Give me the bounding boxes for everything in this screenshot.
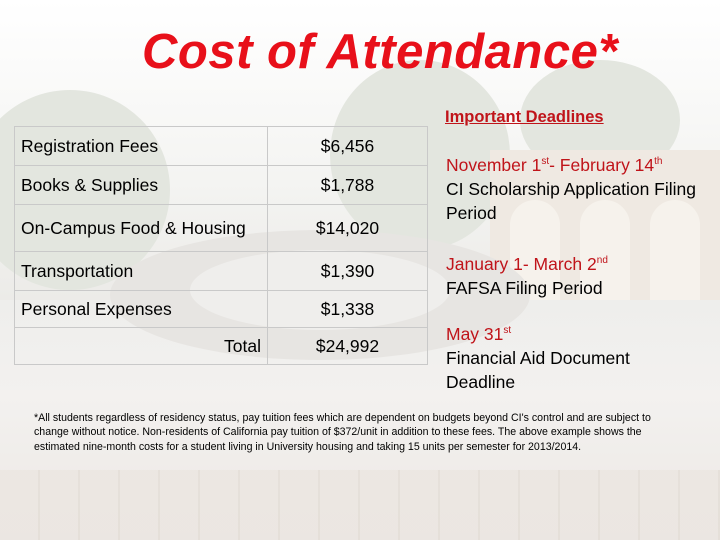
deadline-description: Period — [446, 203, 497, 223]
cost-table — [14, 126, 428, 365]
deadline-description: FAFSA Filing Period — [446, 278, 603, 298]
cost-value: $1,788 — [268, 166, 428, 205]
table-row — [15, 127, 428, 166]
cost-value: $14,020 — [268, 205, 428, 252]
deadline-date: January 1- March 2nd — [446, 254, 608, 274]
deadline-description: Financial Aid Document — [446, 348, 630, 368]
deadline-date: May 31st — [446, 324, 512, 344]
cost-label: Personal Expenses — [15, 291, 268, 328]
cost-label: Transportation — [15, 252, 268, 291]
total-row — [15, 328, 428, 365]
deadline-description: CI Scholarship Application Filing — [446, 179, 696, 199]
cost-label: Books & Supplies — [15, 166, 268, 205]
deadline-item — [446, 322, 630, 394]
total-label: Total — [15, 328, 268, 365]
table-row — [15, 291, 428, 328]
cost-value: $6,456 — [268, 127, 428, 166]
deadline-description: Deadline — [446, 372, 516, 392]
footnote: *All students regardless of residency status, pay tuition fees which are dependent on budgets beyond CI's control and are subject to change without notice. Non-residents of California pay tuition of $372/unit in addition to these fees. The above example shows the estimated nine-month costs for a student living in University housing and taking 15 units per semester for 2013/2014. — [34, 412, 651, 453]
deadline-item — [446, 252, 608, 300]
table-row — [15, 166, 428, 205]
cost-label: On-Campus Food & Housing — [15, 205, 268, 252]
cost-value: $1,338 — [268, 291, 428, 328]
page-title: Cost of Attendance* — [142, 25, 618, 79]
table-row — [15, 252, 428, 291]
cost-value: $1,390 — [268, 252, 428, 291]
deadline-item — [446, 153, 696, 225]
cost-label: Registration Fees — [15, 127, 268, 166]
total-value: $24,992 — [268, 328, 428, 365]
deadline-date: November 1st- February 14th — [446, 155, 663, 175]
deadlines-heading: Important Deadlines — [445, 108, 604, 126]
table-row — [15, 205, 428, 252]
